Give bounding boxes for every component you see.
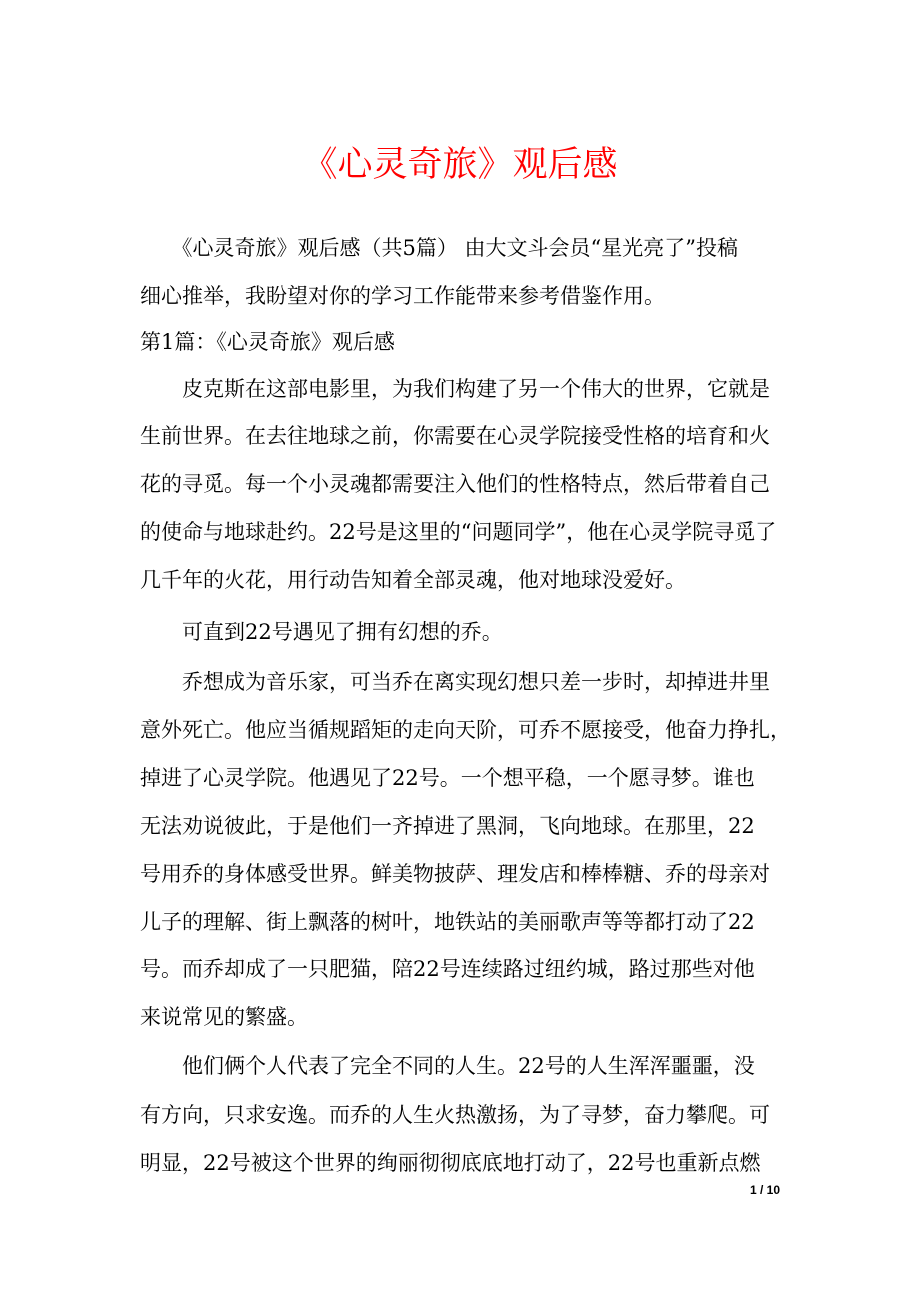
text-line: 细心推举，我盼望对你的学习工作能带来参考借鉴作用。 bbox=[140, 284, 665, 308]
text-line: 明显，22号被这个世界的绚丽彻彻底底地打动了，22号也重新点燃 bbox=[140, 1151, 761, 1175]
text-line: 可直到22号遇见了拥有幻想的乔。 bbox=[140, 620, 503, 644]
text-line: 生前世界。在去往地球之前，你需要在心灵学院接受性格的培育和火 bbox=[140, 424, 770, 448]
text-line: 皮克斯在这部电影里，为我们构建了另一个伟大的世界，它就是 bbox=[140, 377, 770, 401]
text-line: 的使命与地球赴约。22号是这里的“问题同学”，他在心灵学院寻觅了 bbox=[140, 520, 777, 544]
text-line: 花的寻觅。每一个小灵魂都需要注入他们的性格特点，然后带着自己 bbox=[140, 472, 770, 496]
text-line: 意外死亡。他应当循规蹈矩的走向天阶，可乔不愿接受，他奋力挣扎， bbox=[140, 718, 791, 742]
text-line: 掉进了心灵学院。他遇见了22号。一个想平稳，一个愿寻梦。谁也 bbox=[140, 766, 755, 790]
text-line: 号用乔的身体感受世界。鲜美物披萨、理发店和棒棒糖、乔的母亲对 bbox=[140, 862, 770, 886]
text-line: 他们俩个人代表了完全不同的人生。22号的人生浑浑噩噩，没 bbox=[140, 1054, 755, 1078]
text-line: 儿子的理解、街上飘落的树叶，地铁站的美丽歌声等等都打动了22 bbox=[140, 910, 755, 934]
text-line: 有方向，只求安逸。而乔的人生火热激扬，为了寻梦，奋力攀爬。可 bbox=[140, 1103, 770, 1127]
text-line: 号。而乔却成了一只肥猫，陪22号连续路过纽约城，路过那些对他 bbox=[140, 957, 755, 981]
section-heading: 第1篇：《心灵奇旅》观后感 bbox=[140, 330, 395, 354]
text-line: 无法劝说彼此，于是他们一齐掉进了黑洞，飞向地球。在那里，22 bbox=[140, 814, 755, 838]
text-line: 几千年的火花，用行动告知着全部灵魂，他对地球没爱好。 bbox=[140, 568, 686, 592]
text-line: 来说常见的繁盛。 bbox=[140, 1005, 308, 1029]
document-title: 《心灵奇旅》观后感 bbox=[302, 145, 618, 185]
page-number: 1 / 10 bbox=[749, 1183, 780, 1197]
text-line: 乔想成为音乐家，可当乔在离实现幻想只差一步时，却掉进井里 bbox=[140, 670, 770, 694]
text-line: 《心灵奇旅》观后感（共5篇） 由大文斗会员“星光亮了”投稿 bbox=[140, 236, 739, 260]
